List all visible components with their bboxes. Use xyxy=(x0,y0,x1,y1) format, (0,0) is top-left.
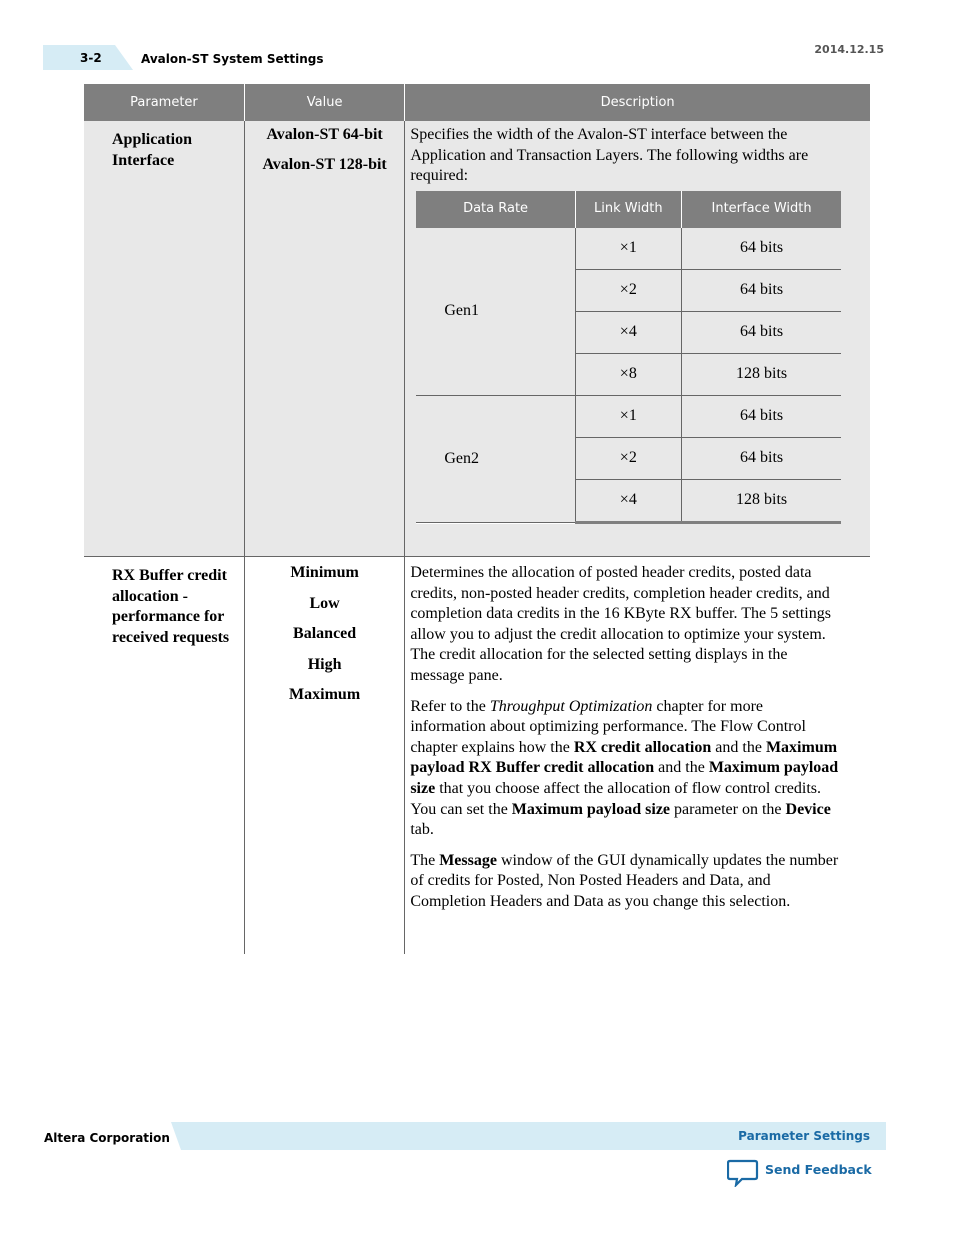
parameter-name-line: allocation - xyxy=(112,587,188,605)
column-header-value: Value xyxy=(244,84,404,121)
table-row xyxy=(416,228,841,270)
parameter-name-line: performance for xyxy=(112,608,225,626)
description-paragraph: Refer to the Throughput Optimization chapter for more information about optimizing performance. The Flow Control chapter explains how the RX credit allocation and the Maximum payload RX Buffer credit allocation and the Maximum payload size that you choose affect the allocation of flow control credits. You can set the Maximum payload size parameter on the Device tab. xyxy=(410,697,839,839)
column-header-data-rate: Data Rate xyxy=(416,191,575,228)
parameter-name-line: Application xyxy=(112,131,193,148)
value-option: Avalon-ST 128-bit xyxy=(262,155,387,173)
value-option: Balanced xyxy=(293,625,357,643)
parameter-values xyxy=(244,121,404,557)
interface-width-cell: 128 bits xyxy=(681,353,841,395)
interface-width-cell: 128 bits xyxy=(681,479,841,522)
data-rate-cell: Gen2 xyxy=(416,395,575,522)
interface-width-cell: 64 bits xyxy=(681,395,841,437)
value-option: Avalon-ST 64-bit xyxy=(266,126,383,143)
revision-date: 2014.12.15 xyxy=(814,43,884,56)
column-header-interface-width: Interface Width xyxy=(681,191,841,228)
parameter-name xyxy=(84,557,244,955)
parameter-name xyxy=(84,121,244,557)
data-rate-cell: Gen1 xyxy=(416,228,575,396)
parameter-table xyxy=(84,84,870,954)
link-width-cell: ×2 xyxy=(575,437,681,479)
table-row xyxy=(84,121,870,557)
parameter-name-line: RX Buffer credit xyxy=(112,567,227,584)
table-row xyxy=(84,557,870,955)
page-number: 3-2 xyxy=(80,51,102,65)
interface-width-table xyxy=(416,191,841,524)
parameter-values xyxy=(244,557,404,955)
value-option: Low xyxy=(309,594,340,612)
value-option: Minimum xyxy=(290,564,359,581)
parameter-description xyxy=(405,557,870,955)
link-width-cell: ×2 xyxy=(575,269,681,311)
parameter-description xyxy=(405,121,870,557)
company-name: Altera Corporation xyxy=(44,1131,170,1145)
value-option: High xyxy=(307,655,342,673)
parameter-name-line: received requests xyxy=(112,628,230,646)
inner-header-row xyxy=(416,191,841,228)
table-row xyxy=(416,395,841,437)
parameter-name-line: Interface xyxy=(112,151,175,169)
description-text: Specifies the width of the Avalon-ST interface between the Application and Transaction Layers. The following widths are required: xyxy=(410,126,809,185)
column-header-link-width: Link Width xyxy=(575,191,681,228)
table-header-row xyxy=(84,84,870,121)
description-paragraph: Determines the allocation of posted header credits, posted data credits, non-posted header credits, completion header credits, and completion data credits in the 16 KByte RX buffer. The 5 settings allow you to adjust the credit allocation to optimize your system. The credit allocation for the selected setting displays in the message pane. xyxy=(410,564,831,684)
section-title: Avalon-ST System Settings xyxy=(141,52,324,66)
link-width-cell: ×4 xyxy=(575,311,681,353)
link-width-cell: ×1 xyxy=(575,228,681,270)
column-header-description: Description xyxy=(405,84,870,121)
column-header-parameter: Parameter xyxy=(84,84,244,121)
interface-width-cell: 64 bits xyxy=(681,269,841,311)
send-feedback-label: Send Feedback xyxy=(765,1162,872,1177)
description-paragraph: The Message window of the GUI dynamically updates the number of credits for Posted, Non Posted Headers and Data, and Completion Headers and Data as you change this selection. xyxy=(410,851,839,910)
interface-width-cell: 64 bits xyxy=(681,437,841,479)
footer-section-link[interactable]: Parameter Settings xyxy=(738,1129,870,1143)
link-width-cell: ×4 xyxy=(575,479,681,522)
speech-bubble-icon xyxy=(727,1159,759,1192)
interface-width-cell: 64 bits xyxy=(681,228,841,270)
value-option: Maximum xyxy=(289,686,361,704)
interface-width-cell: 64 bits xyxy=(681,311,841,353)
link-width-cell: ×8 xyxy=(575,353,681,395)
link-width-cell: ×1 xyxy=(575,395,681,437)
